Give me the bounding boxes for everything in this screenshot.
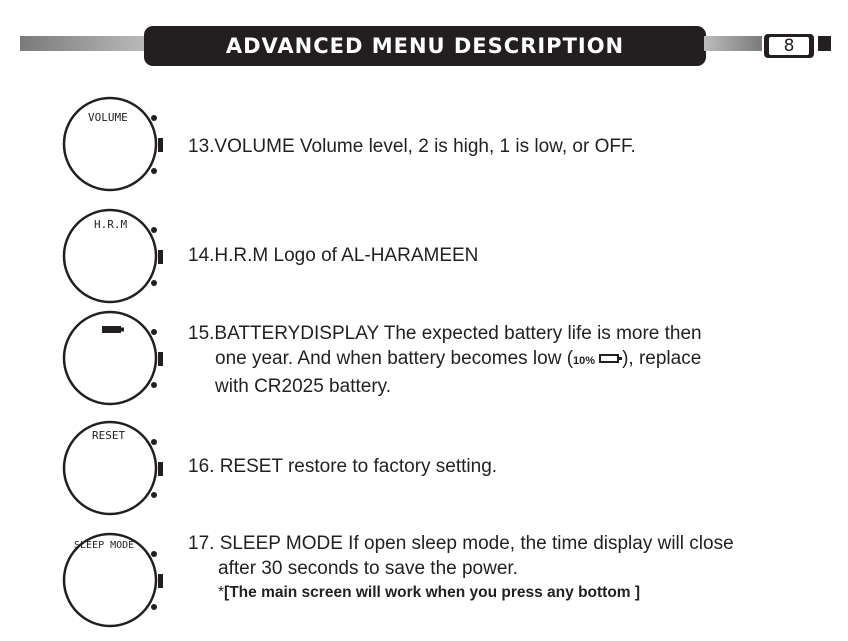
header-bar-tail <box>818 36 831 51</box>
item-16-text: 16. RESET restore to factory setting. <box>188 456 498 477</box>
note-asterisk: * <box>218 584 225 601</box>
item-15-line-2-end: ), replace <box>622 348 702 369</box>
watch-screen-label: SLEEP MODE <box>74 540 135 551</box>
item-15-line-2 <box>188 346 702 374</box>
watch-screen-label: VOLUME <box>88 111 128 124</box>
watch-screen-battery <box>60 308 166 406</box>
note-text: [The main screen will work when you press any bottom ] <box>224 584 641 601</box>
battery-full-icon <box>102 326 124 333</box>
item-14-description <box>188 243 478 268</box>
item-14-text: 14.H.R.M Logo of AL-HARAMEEN <box>188 245 479 266</box>
watch-screen-label: RESET <box>92 429 126 442</box>
header-bar-right <box>704 36 762 51</box>
watch-screen-volume <box>60 94 166 192</box>
item-15-line-3: with CR2025 battery. <box>215 376 392 397</box>
battery-low-percent: 10% <box>573 355 596 367</box>
battery-low-icon <box>599 354 619 363</box>
watch-screen-label: H.R.M <box>94 218 128 231</box>
item-17-line-1: 17. SLEEP MODE If open sleep mode, the time display will close <box>188 533 734 554</box>
watch-screen-sleep-mode <box>60 530 166 628</box>
header-bar-left <box>20 36 150 51</box>
page-number: 8 <box>769 37 809 55</box>
item-15-line-2-start: one year. And when battery becomes low ( <box>215 348 574 369</box>
item-17-description <box>188 531 734 605</box>
item-15-line-1: 15.BATTERYDISPLAY The expected battery life is more then <box>188 323 702 344</box>
watch-screen-reset <box>60 418 166 516</box>
watch-screen-hrm <box>60 206 166 304</box>
item-17-line-2: after 30 seconds to save the power. <box>218 558 518 579</box>
watch-face-icon <box>60 308 166 406</box>
watch-face-icon <box>60 94 166 192</box>
page-number-box <box>764 34 814 58</box>
page-title: ADVANCED MENU DESCRIPTION <box>225 34 625 58</box>
header-title-box <box>144 26 706 66</box>
item-15-description <box>188 321 702 399</box>
item-16-description <box>188 454 497 479</box>
item-13-text: 13.VOLUME Volume level, 2 is high, 1 is low, or OFF. <box>188 136 636 157</box>
item-13-description <box>188 134 636 159</box>
item-17-note <box>188 581 734 605</box>
